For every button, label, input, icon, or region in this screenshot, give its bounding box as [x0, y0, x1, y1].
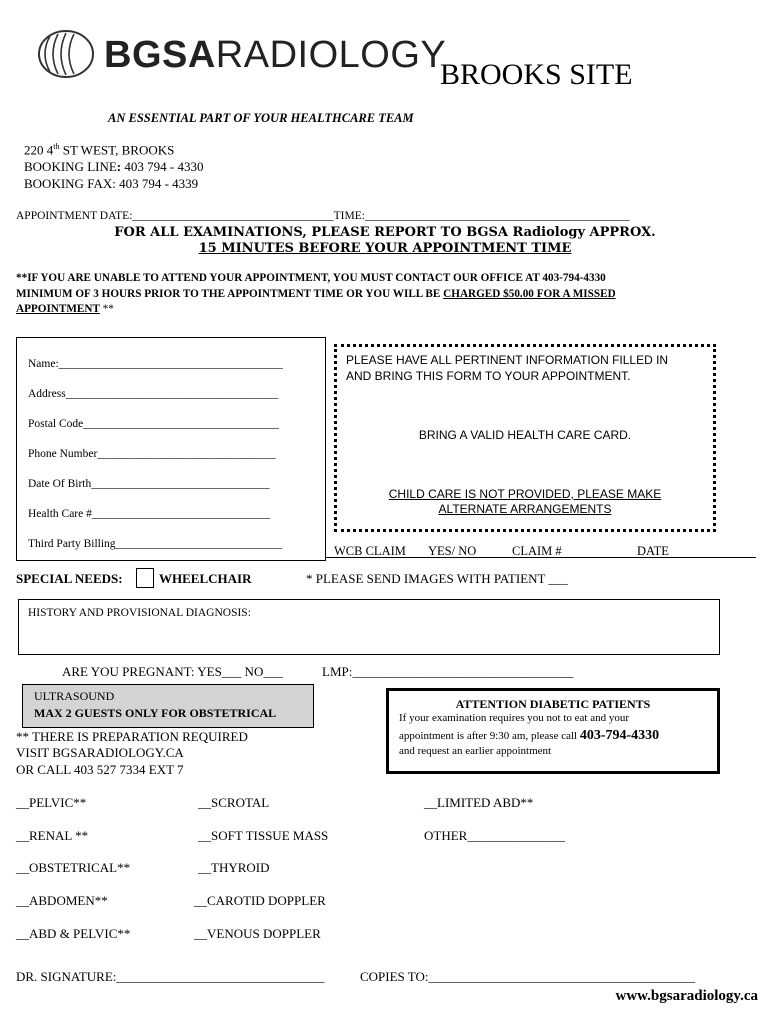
appointment-time-label: TIME: — [333, 210, 365, 222]
cancellation-line1: **IF YOU ARE UNABLE TO ATTEND YOUR APPOINTMENT, YOU MUST CONTACT OUR OFFICE AT 403-794-4330 — [16, 272, 606, 284]
diabetic-phone: 403-794-4330 — [579, 728, 660, 743]
obstetrical-guests-note: MAX 2 GUESTS ONLY FOR OBSTETRICAL — [34, 706, 277, 720]
exam-venous-doppler[interactable]: __VENOUS DOPPLER — [194, 926, 321, 941]
exam-other[interactable]: OTHER_______________ — [424, 828, 565, 843]
diabetic-line2: appointment is after 9:30 am, please call 403-794-4330 — [399, 728, 660, 743]
phone-number-field[interactable]: Phone Number_______________________________ — [28, 448, 276, 460]
report-notice-line2: 15 MINUTES BEFORE YOUR APPOINTMENT TIME — [198, 241, 572, 256]
visit-website-note: VISIT BGSARADIOLOGY.CA — [16, 745, 184, 760]
special-needs-label: SPECIAL NEEDS: — [16, 571, 123, 586]
site-title: BROOKS SITE — [440, 58, 633, 91]
wcb-claim-label: WCB CLAIM — [334, 544, 406, 558]
pertinent-info-line2: AND BRING THIS FORM TO YOUR APPOINTMENT. — [346, 369, 631, 383]
copies-to-field[interactable]: COPIES TO:_________________________________________ — [360, 969, 696, 984]
exam-renal[interactable]: __RENAL ** — [16, 828, 89, 843]
call-number-note: OR CALL 403 527 7334 EXT 7 — [16, 762, 184, 777]
wheelchair-checkbox[interactable] — [136, 568, 154, 588]
address-field[interactable]: Address_____________________________________ — [28, 388, 279, 400]
wcb-date-label: DATE — [637, 544, 669, 558]
logo-text-bold: BGSA — [104, 34, 216, 76]
cancellation-line3: APPOINTMENT ** — [16, 303, 114, 315]
child-care-line1: CHILD CARE IS NOT PROVIDED, PLEASE MAKE — [388, 487, 662, 501]
doctor-signature-field[interactable]: DR. SIGNATURE:________________________________ — [16, 969, 325, 984]
booking-line: BOOKING LINE: 403 794 - 4330 — [24, 159, 204, 174]
preparation-note: ** THERE IS PREPARATION REQUIRED — [16, 729, 248, 744]
booking-fax: BOOKING FAX: 403 794 - 4339 — [24, 176, 199, 191]
date-of-birth-field[interactable]: Date Of Birth_______________________________ — [28, 478, 270, 490]
appointment-date-field[interactable]: ___________________________________ — [132, 210, 334, 222]
third-party-billing-field[interactable]: Third Party Billing_____________________________ — [28, 538, 283, 550]
name-field[interactable]: Name:_______________________________________ — [28, 358, 283, 370]
postal-code-field[interactable]: Postal Code__________________________________ — [28, 418, 279, 430]
exam-pelvic[interactable]: __PELVIC** — [16, 795, 87, 810]
wcb-yes-no[interactable]: YES/ NO — [428, 544, 477, 558]
street-address: 220 4th ST WEST, BROOKS — [24, 142, 175, 158]
cancellation-line2: MINIMUM OF 3 HOURS PRIOR TO THE APPOINTMENT TIME OR YOU WILL BE CHARGED $50.00 FOR A MISSED — [16, 288, 616, 300]
history-diagnosis-label: HISTORY AND PROVISIONAL DIAGNOSIS: — [28, 607, 251, 619]
wheelchair-label: WHEELCHAIR — [159, 571, 252, 586]
exam-soft-tissue-mass[interactable]: __SOFT TISSUE MASS — [198, 828, 329, 843]
tagline: AN ESSENTIAL PART OF YOUR HEALTHCARE TEAM — [108, 111, 414, 125]
exam-thyroid[interactable]: __THYROID — [198, 860, 270, 875]
lmp-field[interactable]: LMP:__________________________________ — [322, 664, 574, 679]
logo-text-light: RADIOLOGY — [215, 34, 447, 76]
pertinent-info-line1: PLEASE HAVE ALL PERTINENT INFORMATION FILLED IN — [346, 353, 669, 367]
appointment-date-label: APPOINTMENT DATE: — [16, 210, 133, 222]
exam-scrotal[interactable]: __SCROTAL — [198, 795, 270, 810]
diabetic-line1: If your examination requires you not to eat and your — [399, 712, 630, 724]
website-link[interactable]: www.bgsaradiology.ca — [615, 988, 758, 1004]
appointment-line — [16, 210, 629, 222]
child-care-line2: ALTERNATE ARRANGEMENTS — [438, 502, 612, 516]
health-card-note: BRING A VALID HEALTH CARE CARD. — [418, 428, 632, 442]
exam-obstetrical[interactable]: __OBSTETRICAL** — [16, 860, 131, 875]
exam-carotid-doppler[interactable]: __CAROTID DOPPLER — [194, 893, 326, 908]
wcb-claim-number-label: CLAIM # — [512, 544, 562, 558]
exam-abdomen[interactable]: __ABDOMEN** — [16, 893, 108, 908]
pregnancy-question[interactable]: ARE YOU PREGNANT: YES___ NO___ — [62, 664, 283, 679]
health-care-number-field[interactable]: Health Care #_______________________________ — [28, 508, 271, 520]
ultrasound-title: ULTRASOUND — [34, 689, 115, 703]
report-notice-line1: FOR ALL EXAMINATIONS, PLEASE REPORT TO BGSA Radiology APPROX. — [114, 225, 656, 240]
exam-abd-pelvic[interactable]: __ABD & PELVIC** — [16, 926, 131, 941]
diabetic-line3: and request an earlier appointment — [399, 745, 552, 757]
bgsa-logo-icon — [36, 28, 100, 80]
exam-limited-abd[interactable]: __LIMITED ABD** — [424, 795, 534, 810]
appointment-time-field[interactable]: ______________________________________________ — [364, 210, 630, 222]
logo-wordmark — [104, 34, 446, 77]
send-images-note: * PLEASE SEND IMAGES WITH PATIENT ___ — [306, 571, 568, 586]
diabetic-title: ATTENTION DIABETIC PATIENTS — [455, 697, 651, 711]
